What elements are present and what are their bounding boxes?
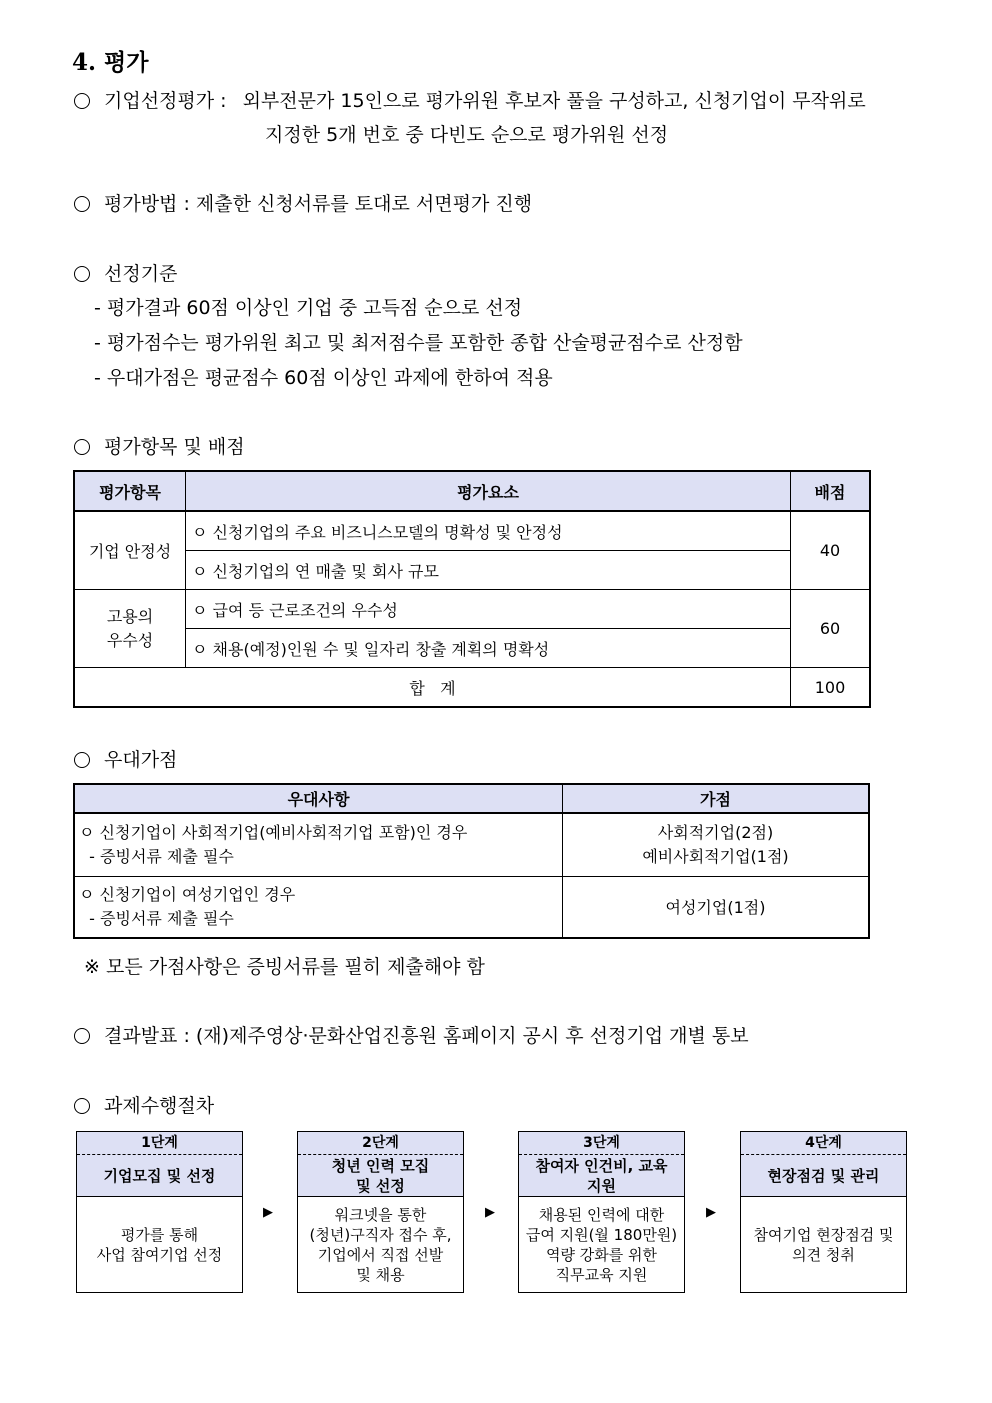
flow-step-title: 청년 인력 모집 및 선정 xyxy=(331,1156,430,1195)
procedure-title: 과제수행절차 xyxy=(104,1095,215,1117)
selection-eval-label: 기업선정평가 : xyxy=(104,90,227,112)
eval-score: 40 xyxy=(791,511,871,590)
bonus-title: 우대가점 xyxy=(104,749,178,771)
flow-step-body: 워크넷을 통한 (청년)구직자 접수 후, 기업에서 직접 선발 및 채용 xyxy=(309,1206,452,1284)
criteria-item: - 우대가점은 평균점수 60점 이상인 과제에 한하여 적용 xyxy=(94,367,553,389)
criteria-item: - 평가점수는 평가위원 최고 및 최저점수를 포함한 종합 산술평균점수로 산정함 xyxy=(94,332,743,354)
right-triangle-icon: ▶ xyxy=(706,1205,716,1220)
flow-step-title: 현장점검 및 관리 xyxy=(767,1166,880,1185)
eval-category-line: 우수성 xyxy=(106,630,154,650)
bonus-points: 여성기업(1점) xyxy=(563,876,870,938)
right-triangle-icon: ▶ xyxy=(263,1205,273,1220)
selection-eval-text: 외부전문가 15인으로 평가위원 후보자 풀을 구성하고, 신청기업이 무작위로 xyxy=(242,90,866,112)
flow-step-3 xyxy=(518,1131,685,1293)
eval-header-item: 평가항목 xyxy=(74,471,186,511)
bonus-requirement: - 증빙서류 제출 필수 xyxy=(79,846,234,866)
bonus-table xyxy=(73,783,870,939)
flow-step-number: 1단계 xyxy=(77,1132,242,1155)
eval-method-text: 평가방법 : 제출한 신청서류를 토대로 서면평가 진행 xyxy=(104,193,533,215)
right-triangle-icon: ▶ xyxy=(485,1205,495,1220)
bonus-line xyxy=(74,745,177,772)
circle-bullet-icon xyxy=(74,752,90,768)
flow-step-body: 평가를 통해 사업 참여기업 선정 xyxy=(96,1226,223,1264)
bonus-points: 사회적기업(2점) xyxy=(657,822,774,842)
flow-step-header xyxy=(77,1132,242,1197)
result-line xyxy=(74,1021,749,1048)
criteria-item: - 평가결과 60점 이상인 기업 중 고득점 순으로 선정 xyxy=(94,297,523,319)
flow-step-1 xyxy=(76,1131,243,1293)
eval-total-score: 100 xyxy=(791,668,871,708)
bonus-requirement: - 증빙서류 제출 필수 xyxy=(79,908,234,928)
bonus-points: 예비사회적기업(1점) xyxy=(642,846,789,866)
bonus-row-desc xyxy=(74,876,563,938)
section-heading: 4. 평가 xyxy=(72,49,149,76)
criteria-title: 선정기준 xyxy=(104,263,178,285)
bonus-header-item: 우대사항 xyxy=(74,784,563,813)
circle-bullet-icon xyxy=(74,196,90,212)
criteria-line xyxy=(74,259,177,286)
flow-step-title: 참여자 인건비, 교육 지원 xyxy=(535,1156,668,1195)
bonus-row-desc xyxy=(74,813,563,876)
eval-element: ㅇ 신청기업의 연 매출 및 회사 규모 xyxy=(186,551,791,590)
circle-bullet-icon xyxy=(74,1098,90,1114)
eval-header-score: 배점 xyxy=(791,471,871,511)
flow-step-header xyxy=(741,1132,906,1197)
bonus-header-points: 가점 xyxy=(563,784,870,813)
eval-element: ㅇ 신청기업의 주요 비즈니스모델의 명확성 및 안정성 xyxy=(186,511,791,551)
flow-step-number: 3단계 xyxy=(519,1132,684,1155)
bonus-note: ※ 모든 가점사항은 증빙서류를 필히 제출해야 함 xyxy=(84,956,485,978)
flow-step-body: 참여기업 현장점검 및 의견 청취 xyxy=(753,1226,894,1264)
eval-total-label: 합 계 xyxy=(74,668,791,708)
eval-method-line xyxy=(74,189,532,216)
flow-step-number: 2단계 xyxy=(298,1132,463,1155)
bonus-condition: ㅇ 신청기업이 여성기업인 경우 xyxy=(79,884,296,904)
result-text: 결과발표 : (재)제주영상·문화산업진흥원 홈페이지 공시 후 선정기업 개별 통보 xyxy=(104,1025,749,1047)
circle-bullet-icon xyxy=(74,266,90,282)
flow-step-header xyxy=(519,1132,684,1197)
procedure-line xyxy=(74,1091,214,1118)
eval-category-line: 고용의 xyxy=(106,606,154,626)
bonus-condition: ㅇ 신청기업이 사회적기업(예비사회적기업 포함)인 경우 xyxy=(79,822,468,842)
circle-bullet-icon xyxy=(74,1028,90,1044)
selection-eval-text-cont: 지정한 5개 번호 중 다빈도 순으로 평가위원 선정 xyxy=(265,124,669,146)
eval-items-line xyxy=(74,432,245,459)
eval-score: 60 xyxy=(791,590,871,668)
flow-step-4 xyxy=(740,1131,907,1293)
flow-step-2 xyxy=(297,1131,464,1293)
eval-element: ㅇ 급여 등 근로조건의 우수성 xyxy=(186,590,791,629)
eval-header-element: 평가요소 xyxy=(186,471,791,511)
circle-bullet-icon xyxy=(74,93,90,109)
eval-element: ㅇ 채용(예정)인원 수 및 일자리 창출 계획의 명확성 xyxy=(186,629,791,668)
eval-table xyxy=(73,470,871,708)
eval-category xyxy=(74,590,186,668)
flow-step-header xyxy=(298,1132,463,1197)
selection-eval-line xyxy=(74,86,866,113)
flow-step-title: 기업모집 및 선정 xyxy=(103,1166,216,1185)
flow-step-number: 4단계 xyxy=(741,1132,906,1155)
eval-category: 기업 안정성 xyxy=(74,511,186,590)
circle-bullet-icon xyxy=(74,439,90,455)
flow-step-body: 채용된 인력에 대한 급여 지원(월 180만원) 역량 강화를 위한 직무교육 지원 xyxy=(525,1206,678,1284)
eval-items-title: 평가항목 및 배점 xyxy=(104,436,245,458)
bonus-row-points xyxy=(563,813,870,876)
